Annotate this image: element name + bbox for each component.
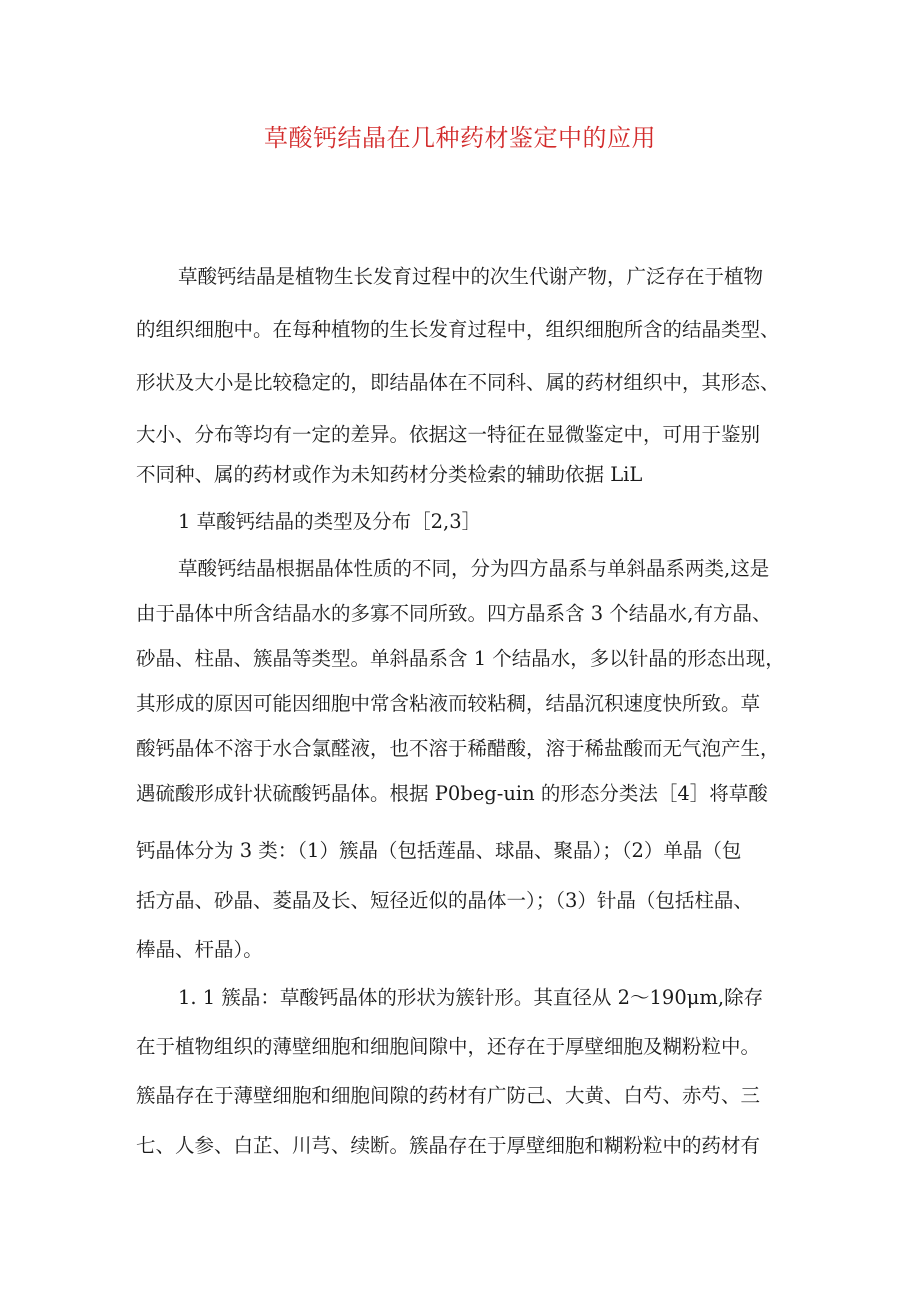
paragraph-line: 其形成的原因可能因细胞中常含粘液而较粘稠，结晶沉积速度快所致。草: [136, 692, 761, 715]
paragraph-line: 的组织细胞中。在每种植物的生长发育过程中，组织细胞所含的结晶类型、: [136, 318, 780, 341]
paragraph-line: 括方晶、砂晶、菱晶及长、短径近似的晶体一）；（3）针晶（包括柱晶、: [136, 889, 753, 912]
paragraph-line: 由于晶体中所含结晶水的多寡不同所致。四方晶系含 3 个结晶水,有方晶、: [136, 602, 772, 625]
paragraph-line: 形状及大小是比较稳定的，即结晶体在不同科、属的药材组织中，其形态、: [136, 371, 780, 394]
section-heading: 1 草酸钙结晶的类型及分布［2,3］: [178, 510, 482, 533]
paragraph-line: 草酸钙结晶是植物生长发育过程中的次生代谢产物，广泛存在于植物: [178, 265, 764, 288]
paragraph-line: 钙晶体分为 3 类：（1）簇晶（包括莲晶、球晶、聚晶）；（2）单晶（包: [136, 839, 742, 862]
paragraph-line: 不同种、属的药材或作为未知药材分类检索的辅助依据 LiL: [136, 463, 643, 486]
paragraph-line: 砂晶、柱晶、簇晶等类型。单斜晶系含 1 个结晶水，多以针晶的形态出现，: [136, 647, 785, 670]
paragraph-line: 簇晶存在于薄壁细胞和细胞间隙的药材有广防己、大黄、白芍、赤芍、三: [136, 1084, 761, 1107]
subsection-line: 1. 1 簇晶：草酸钙晶体的形状为簇针形。其直径从 2～190μm,除存: [178, 986, 764, 1009]
paragraph-line: 酸钙晶体不溶于水合氯醛液，也不溶于稀醋酸，溶于稀盐酸而无气泡产生，: [136, 737, 780, 760]
document-title: 草酸钙结晶在几种药材鉴定中的应用: [264, 124, 656, 152]
paragraph-line: 在于植物组织的薄壁细胞和细胞间隙中，还存在于厚壁细胞及糊粉粒中。: [136, 1035, 761, 1058]
paragraph-line: 棒晶、杆晶）。: [136, 938, 263, 961]
paragraph-line: 遇硫酸形成针状硫酸钙晶体。根据 P0beg-uin 的形态分类法［4］将草酸: [136, 782, 768, 805]
paragraph-line: 大小、分布等均有一定的差异。依据这一特征在显微鉴定中，可用于鉴别: [136, 423, 761, 446]
paragraph-line: 七、人参、白芷、川芎、续断。簇晶存在于厚壁细胞和糊粉粒中的药材有: [136, 1134, 761, 1157]
paragraph-line: 草酸钙结晶根据晶体性质的不同，分为四方晶系与单斜晶系两类,这是: [178, 557, 770, 580]
